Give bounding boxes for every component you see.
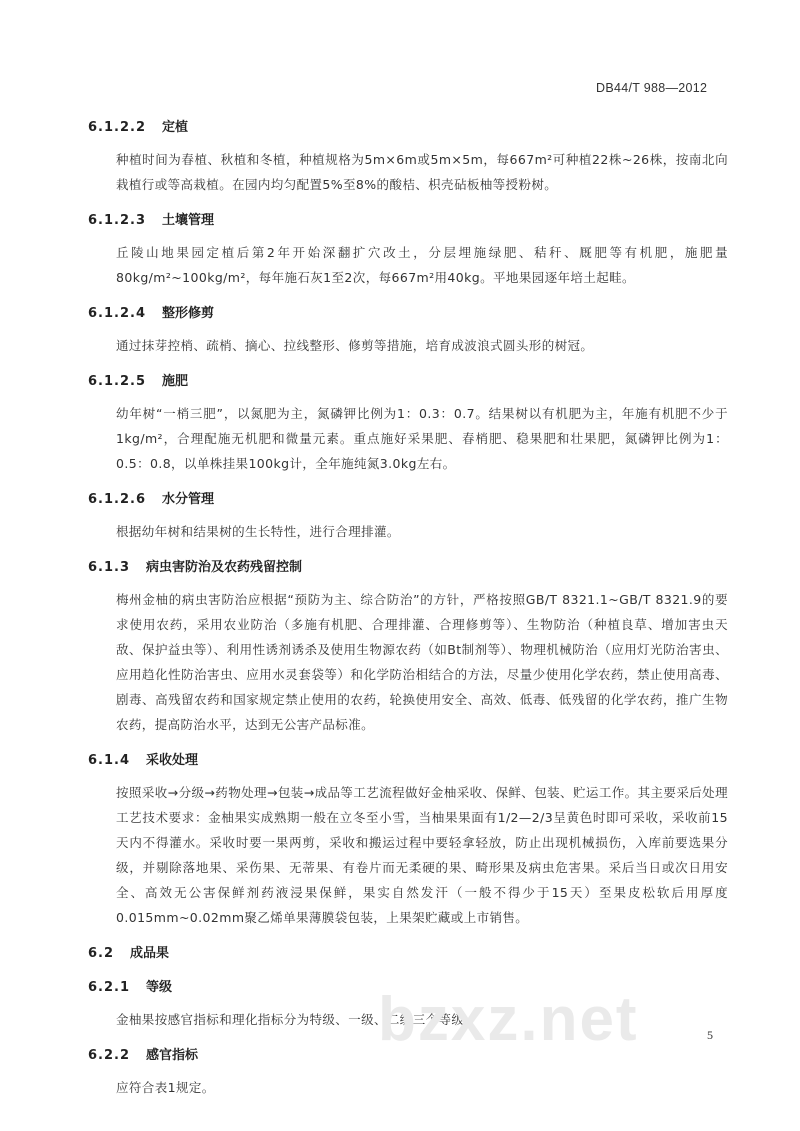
- document-code: DB44/T 988—2012: [596, 81, 708, 95]
- watermark-logo: bzxz.net: [378, 985, 639, 1054]
- section-number: 6.2.1: [88, 980, 131, 995]
- section-number: 6.1.4: [88, 753, 131, 768]
- section-title: 定植: [162, 120, 189, 135]
- section-heading: [88, 304, 728, 324]
- section-number: 6.1.3: [88, 560, 131, 575]
- section-heading: [88, 558, 728, 578]
- body-paragraph: 幼年树“一梢三肥”，以氮肥为主，氮磷钾比例为1：0.3：0.7。结果树以有机肥为主，年施有机肥不少于1kg/m²，合理配施无机肥和微量元素。重点施好采果肥、春梢肥、稳果肥和壮果肥，氮磷钾比例为1：0.5：0.8，以单株挂果100kg计，全年施纯氮3.0kg左右。: [116, 406, 728, 471]
- section-number: 6.2: [88, 946, 115, 961]
- body-paragraph: 种植时间为春植、秋植和冬植，种植规格为5m×6m或5m×5m，每667m²可种植22株~26株，按南北向栽植行或等高栽植。在园内均匀配置5%至8%的酸桔、枳壳砧板柚等授粉树。: [116, 152, 728, 192]
- page-number: 5: [707, 1028, 713, 1042]
- section-heading: [88, 944, 728, 964]
- section-heading: [88, 211, 728, 231]
- body-paragraph: 应符合表1规定。: [116, 1080, 215, 1095]
- section-number: 6.1.2.3: [88, 213, 146, 228]
- body-paragraph: 金柚果按感官指标和理化指标分为特级、一级、二级三个等级。: [116, 1012, 478, 1027]
- section-heading: [88, 372, 728, 392]
- section-title: 感官指标: [146, 1048, 199, 1063]
- section-title: 施肥: [162, 374, 189, 389]
- section-number: 6.1.2.6: [88, 492, 146, 507]
- section-title: 整形修剪: [162, 306, 215, 321]
- section-heading: [88, 751, 728, 771]
- section-number: 6.2.2: [88, 1048, 131, 1063]
- section-number: 6.1.2.4: [88, 306, 146, 321]
- section-title: 病虫害防治及农药残留控制: [146, 560, 303, 575]
- section-title: 成品果: [130, 946, 170, 961]
- section-number: 6.1.2.2: [88, 120, 146, 135]
- section-heading: [88, 118, 728, 138]
- section-title: 等级: [146, 980, 173, 995]
- body-paragraph: 根据幼年树和结果树的生长特性，进行合理排灌。: [116, 524, 400, 539]
- section-title: 采收处理: [146, 753, 199, 768]
- document-body: [88, 118, 728, 1106]
- section-title: 土壤管理: [162, 213, 215, 228]
- body-paragraph: 丘陵山地果园定植后第2年开始深翻扩穴改土，分层埋施绿肥、秸秆、厩肥等有机肥，施肥量80kg/m²~100kg/m²，每年施石灰1至2次，每667m²用40kg。平地果园逐年培土起畦。: [116, 245, 728, 285]
- section-title: 水分管理: [162, 492, 215, 507]
- body-paragraph: 按照采收→分级→药物处理→包装→成品等工艺流程做好金柚采收、保鲜、包装、贮运工作。其主要采后处理工艺技术要求：金柚果实成熟期一般在立冬至小雪，当柚果果面有1/2—2/3呈黄色时即可采收，采收前15天内不得灌水。采收时要一果两剪，采收和搬运过程中要轻拿轻放，防止出现机械损伤，入库前要选果分级，并剔除落地果、采伤果、无蒂果、有卷片而无柔硬的果、畸形果及病虫危害果。采后当日或次日用安全、高效无公害保鲜剂药液浸果保鲜，果实自然发汗（一般不得少于15天）至果皮松软后用厚度0.015mm~0.02mm聚乙烯单果薄膜袋包装，上果架贮藏或上市销售。: [116, 785, 728, 925]
- section-number: 6.1.2.5: [88, 374, 146, 389]
- section-heading: [88, 490, 728, 510]
- body-paragraph: 通过抹芽控梢、疏梢、摘心、拉线整形、修剪等措施，培育成波浪式圆头形的树冠。: [116, 338, 594, 353]
- body-paragraph: 梅州金柚的病虫害防治应根据“预防为主、综合防治”的方针，严格按照GB/T 8321.1~GB/T 8321.9的要求使用农药，采用农业防治（多施有机肥、合理排灌、合理修剪等）、生物防治（种植良草、增加害虫天敌、保护益虫等）、利用性诱剂诱杀及使用生物源农药（如Bt制剂等）、物理机械防治（应用灯光防治害虫、应用趋化性防治害虫、应用水灵套袋等）和化学防治相结合的方法，尽量少使用化学农药，禁止使用高毒、剧毒、高残留农药和国家规定禁止使用的农药，轮换使用安全、高效、低毒、低残留的化学农药，推广生物农药，提高防治水平，达到无公害产品标准。: [116, 592, 728, 732]
